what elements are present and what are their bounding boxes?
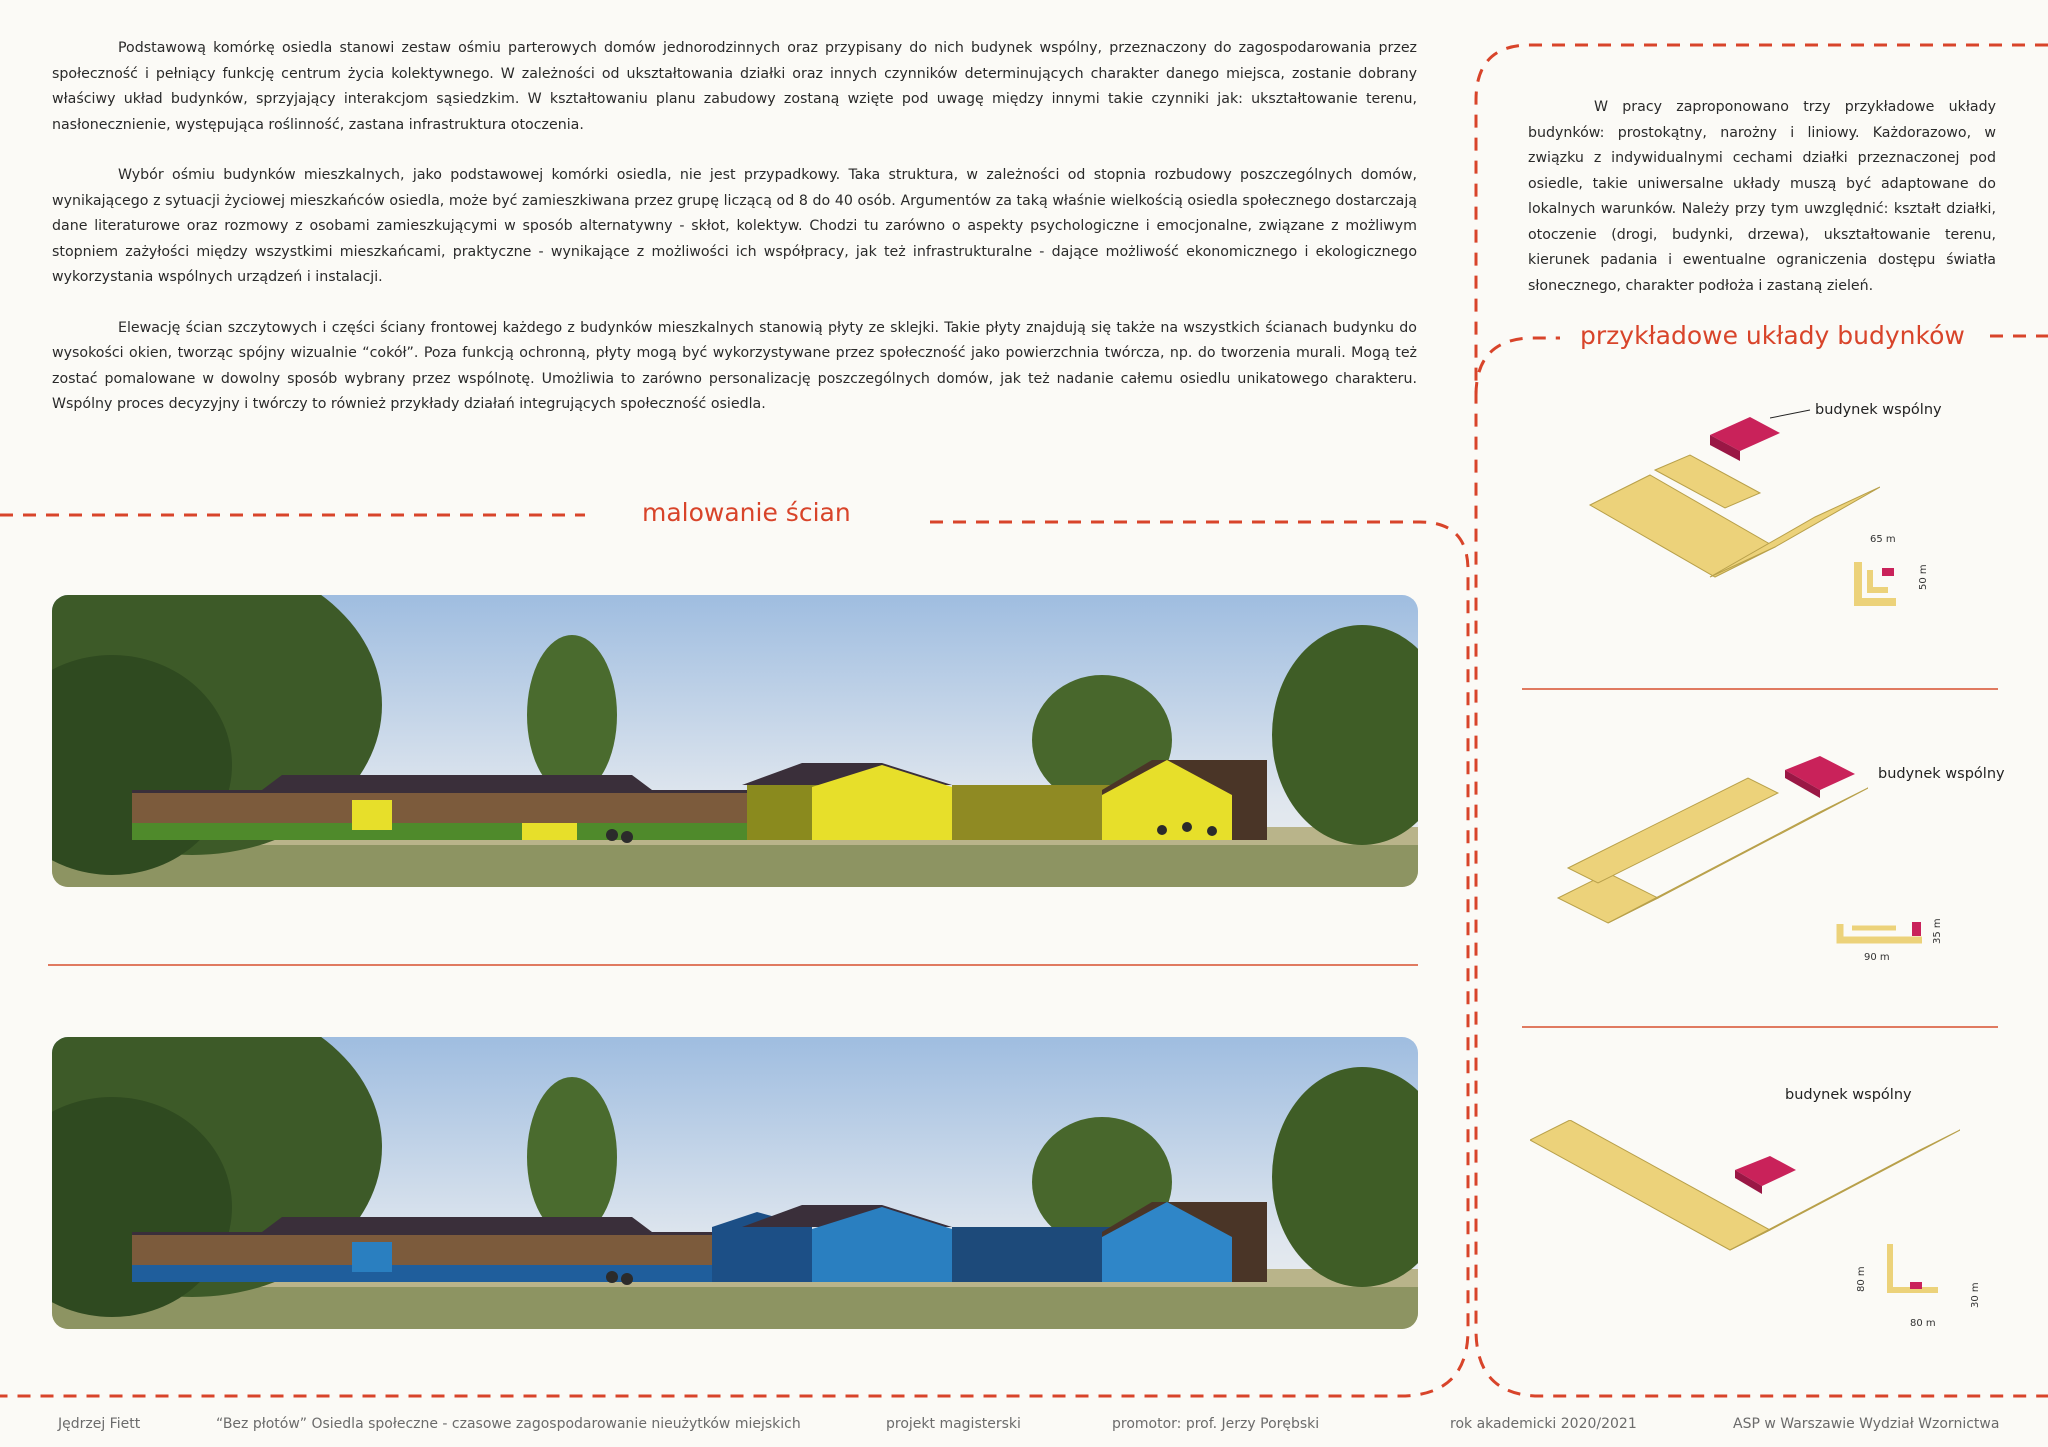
dimension-width-2: 90 m (1864, 952, 1890, 963)
plan-corner-icon (1852, 556, 1902, 611)
footer-type: projekt magisterski (886, 1416, 1021, 1432)
common-building-2 (1780, 752, 1860, 802)
dimension-height-3: 80 m (1856, 1266, 1867, 1292)
common-building-label-2: budynek wspólny (1878, 766, 2005, 782)
render-murals (52, 595, 1418, 887)
leader-line-1 (1770, 408, 1815, 420)
footer-author: Jędrzej Fiett (58, 1416, 141, 1432)
footer-year: rok akademicki 2020/2021 (1450, 1416, 1637, 1432)
dimension-height-1: 50 m (1918, 564, 1929, 590)
render-blue (52, 1037, 1418, 1329)
paragraph-3: Elewację ścian szczytowych i części ściany frontowej każdego z budynków mieszkalnych stanowią płyty ze sklejki. Takie płyty znajdują się także na wszystkich ścianach budynku do wysokości okien, tworząc spójny wizualnie “cokół”. Poza funkcją ochronną, płyty mogą być wykorzystywane przez społeczność jako powierzchnia twórcza, np. do tworzenia murali. Mogą też zostać pomalowane w dowolny sposób wybrany przez wspólnotę. Umożliwia to zarówno personalizację poszczególnych domów, jak też nadanie całemu osiedlu unikatowego charakteru. Wspólny proces decyzyjny i twórczy to również przykłady działań integrujących społeczność osiedla. (52, 319, 1417, 412)
divider (48, 964, 1418, 966)
section-title-wall-painting: malowanie ścian (642, 498, 851, 527)
section-title-layouts: przykładowe układy budynków (1580, 321, 1965, 350)
main-text (52, 36, 1417, 418)
dimension-height-2: 35 m (1932, 918, 1943, 944)
layout-corner-diagram (1560, 395, 1880, 610)
dimension-width-3: 80 m (1910, 1318, 1936, 1329)
common-building-label-3: budynek wspólny (1785, 1087, 1912, 1103)
divider-right-1 (1522, 688, 1998, 690)
plan-l-icon (1882, 1240, 1942, 1300)
footer-school: ASP w Warszawie Wydział Wzornictwa (1733, 1416, 2000, 1432)
dimension-height-3b: 30 m (1970, 1282, 1981, 1308)
plan-linear-icon (1836, 918, 1926, 948)
footer-title: “Bez płotów” Osiedla społeczne - czasowe zagospodarowanie nieużytków miejskich (216, 1416, 801, 1432)
common-building-label-1: budynek wspólny (1815, 402, 1942, 418)
common-building-3 (1730, 1148, 1800, 1198)
divider-right-2 (1522, 1026, 1998, 1028)
side-text: W pracy zaproponowano trzy przykładowe układy budynków: prostokątny, narożny i liniowy. Każdorazowo, w związku z indywidualnymi cechami działki przeznaczonej pod osiedle, takie uniwersalne układy muszą być adaptowane do lokalnych warunków. Należy przy tym uwzględnić: kształt działki, otoczenie (drogi, budynki, drzewa), ukształtowanie terenu, kierunek padania i ewentualne ograniczenia dostępu światła słonecznego, charakter podłoża i zastaną zieleń. (1528, 99, 1996, 294)
dimension-width-1: 65 m (1870, 534, 1896, 545)
paragraph-2: Wybór ośmiu budynków mieszkalnych, jako podstawowej komórki osiedla, nie jest przypadkowy. Taka struktura, w zależności od stopnia rozbudowy poszczególnych domów, wynikającego z sytuacji życiowej mieszkańców osiedla, może być zamieszkiwana przez grupę liczącą od 8 do 40 osób. Argumentów za taką właśnie wielkością osiedla społecznego dostarczają dane literaturowe oraz rozmowy z osobami zamieszkującymi w sposób alternatywny - skłot, kolektyw. Chodzi tu zarówno o aspekty psychologiczne i emocjonalne, związane z możliwym stopniem zażyłości między wszystkimi mieszkańcami, praktyczne - wynikające z możliwości ich współpracy, jak też infrastrukturalne - dające możliwość ekonomicznego i ekologicznego wykorzystania wspólnych urządzeń i instalacji. (52, 167, 1417, 285)
paragraph-1: Podstawową komórkę osiedla stanowi zestaw ośmiu parterowych domów jednorodzinnych oraz przypisany do nich budynek wspólny, przeznaczony do zagospodarowania przez społeczność i pełniący funkcję centrum życia kolektywnego. W zależności od ukształtowania działki oraz innych czynników determinujących charakter danego miejsca, zostanie dobrany właściwy układ budynków, sprzyjający interakcjom sąsiedzkim. W kształtowaniu planu zabudowy zostaną wzięte pod uwagę między innymi takie czynniki jak: ukształtowanie terenu, nasłonecznienie, występująca roślinność, zastana infrastruktura otoczenia. (52, 40, 1417, 133)
footer-promotor: promotor: prof. Jerzy Porębski (1112, 1416, 1320, 1432)
